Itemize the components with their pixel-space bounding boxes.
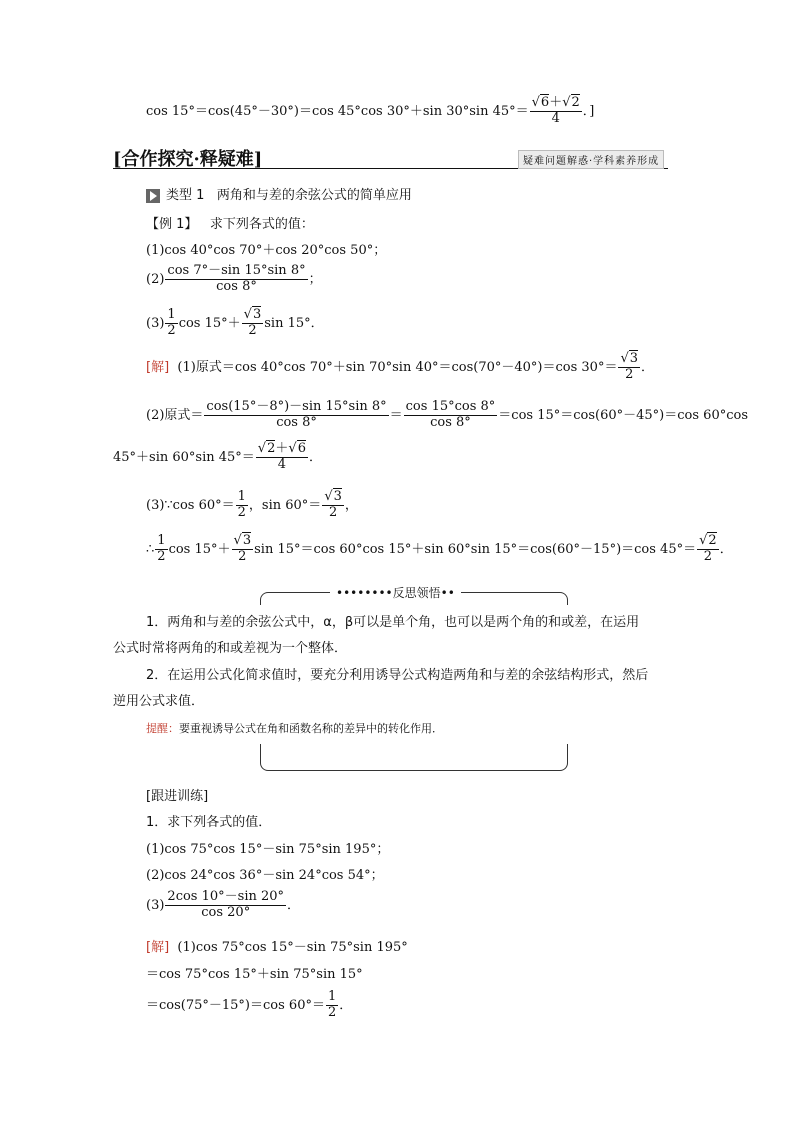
practice-q1: (1)cos 75°cos 15°－sin 75°sin 195°； [146, 842, 390, 857]
type-label: 类型 1 [166, 188, 205, 203]
tip-text: 要重视诱导公式在角和函数名称的差异中的转化作用． [179, 722, 443, 735]
solution-1: [解] (1)原式＝cos 40°cos 70°＋sin 70°sin 40°＝cos(70°－40°)＝cos 30°＝ $\frac{√3}{2}$ ． [146, 351, 655, 382]
example-q3: (3) $\frac{1}{2}$ cos 15°＋ $\frac{√3}{2}$ sin 15°． [146, 307, 324, 338]
reflect-label: ••••••••反思领悟•• [330, 584, 461, 601]
top-formula-text: cos 15°＝cos(45°－30°)＝cos 45°cos 30°＋sin 30°sin 45°＝ [146, 103, 529, 119]
practice-solution-3: ＝cos(75°－15°)＝cos 60°＝ $\frac{1}{2}$ ． [146, 989, 353, 1020]
section-title: [合作探究·释疑难] [113, 149, 263, 170]
practice-solution-2: ＝cos 75°cos 15°＋sin 75°sin 15° [146, 967, 363, 982]
reflect-p2b: 逆用公式求值． [113, 694, 205, 709]
practice-q3: (3) $\frac{2\cos 10^\circ-\sin 20^\circ}{\cos 20^\circ}$ ． [146, 889, 301, 920]
type-heading [146, 184, 412, 203]
solution-2-cont: 45°＋sin 60°sin 45°＝ $\frac{√2+√6}{4}$ ． [113, 441, 322, 472]
reflect-tip [146, 720, 443, 736]
solution-2: (2)原式＝ $\frac{\cos(15^\circ-8^\circ)-\sin 15^\circ\sin 8^\circ}{\cos 8^\circ}$ ＝ $\frac{\cos 15^\circ\cos 8^\circ}{\cos 8^\circ}$ ＝cos 15°＝cos(60°－45°)＝cos 60°cos [146, 399, 748, 430]
solution-tag: [解] [146, 359, 170, 375]
top-formula: cos 15°＝cos(45°－30°)＝cos 45°cos 30°＋sin 30°sin 45°＝ $\frac{√6+√2}{4}$ ．] [146, 95, 595, 126]
section-badge: 疑难问题解惑·学科素养形成 [518, 150, 664, 169]
practice-question-title: 1．求下列各式的值． [146, 815, 272, 830]
type-title: 两角和与差的余弦公式的简单应用 [216, 188, 412, 203]
practice-solution-tag: [解] [146, 940, 170, 955]
tip-label: 提醒： [146, 722, 179, 735]
reflect-p1a: 1．两角和与差的余弦公式中，α，β可以是单个角，也可以是两个角的和或差，在运用 [146, 615, 640, 630]
play-arrow-icon [146, 189, 160, 203]
solution-3-conclusion: ∴ $\frac{1}{2}$ cos 15°＋ $\frac{√3}{2}$ sin 15°＝cos 60°cos 15°＋sin 60°sin 15°＝cos(60°－15°)＝cos 45°＝ $\frac{√2}{2}$ ． [146, 533, 733, 564]
practice-header: [跟进训练] [146, 789, 209, 804]
example-q1: (1)cos 40°cos 70°＋cos 20°cos 50°； [146, 243, 387, 258]
example-tag: 【例 1】 [146, 217, 198, 232]
reflect-box-bottom [260, 744, 568, 771]
reflect-p2a: 2．在运用公式化简求值时，要充分利用诱导公式构造两角和与差的余弦结构形式，然后 [146, 668, 649, 683]
practice-q2: (2)cos 24°cos 36°－sin 24°cos 54°； [146, 868, 384, 883]
solution-3: (3)∵cos 60°＝ $\frac{1}{2}$ ，sin 60°＝ $\frac{√3}{2}$ ， [146, 489, 358, 520]
example-prompt: 求下列各式的值： [209, 217, 314, 232]
reflect-p1b: 公式时常将两角的和或差视为一个整体． [113, 641, 348, 656]
top-formula-fraction: $\frac{√6+√2}{4}$ [531, 95, 580, 126]
practice-solution-1: [解] (1)cos 75°cos 15°－sin 75°sin 195° [146, 940, 408, 955]
example-q2: (2) $\frac{\cos 7^\circ-\sin 15^\circ\sin 8^\circ}{\cos 8^\circ}$ ； [146, 263, 322, 294]
example-heading [146, 213, 314, 232]
